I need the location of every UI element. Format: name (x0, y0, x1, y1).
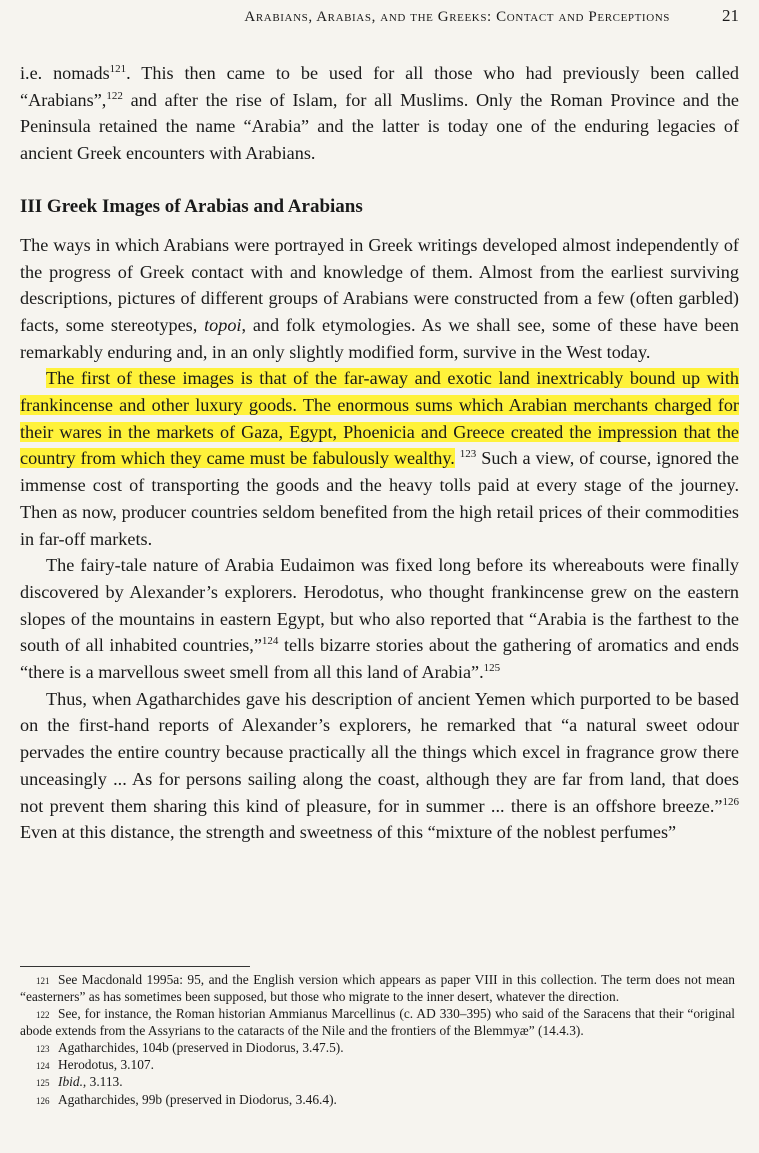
footnote-number: 125 (36, 1078, 50, 1089)
paragraph-highlighted (20, 365, 739, 552)
footnote-text: Agatharchides, 104b (preserved in Diodorus, 3.47.5). (58, 1039, 344, 1055)
footnote-text: , 3.113. (82, 1074, 123, 1090)
main-text (20, 60, 739, 846)
footnote-ref[interactable]: 124 (261, 635, 279, 648)
footnote-text: See, for instance, the Roman historian Ammianus Marcellinus (c. AD 330–395) who said of the Saracens that their “original abode extends from the Assyrians to the cataracts of the Nile and the frontiers of the Blemmyæ” (14.4.3). (20, 1005, 735, 1039)
footnote-123 (20, 1040, 735, 1057)
paragraph-continuation (20, 60, 739, 167)
text-run: , and folk etymologies. As we shall see, some of these have been remarkably enduring and, in an only slightly modified form, survive in the West today. (20, 314, 739, 362)
footnote-124 (20, 1057, 735, 1074)
text-run: . This then came to be used for all those who had previously been called “Arabians”, (20, 63, 739, 110)
text-run: The ways in which Arabians were portrayed in Greek writings developed almost independently of the progress of Greek contact with and knowledge of them. Almost from the earliest surviving descriptions, pictures of different groups of Arabians were constructed from a few (often garbled) facts, some stereotypes, (20, 234, 739, 335)
text-run: Even at this distance, the strength and sweetness of this “mixture of the noblest perfumes” (20, 822, 677, 843)
footnote-text: Herodotus, 3.107. (58, 1057, 154, 1073)
footnote-number: 122 (36, 1009, 50, 1020)
paragraph (20, 552, 739, 686)
footnote-121 (20, 972, 735, 1006)
footnote-text: See Macdonald 1995a: 95, and the English version which appears as paper VIII in this collection. The term does not mean “easterners” as has sometimes been supposed, but those who migrate to the inner desert, whatever the direction. (20, 972, 735, 1005)
paragraph (20, 232, 739, 366)
footnote-number: 121 (36, 976, 50, 986)
footnote-ref[interactable]: 121 (109, 62, 127, 75)
paragraph (20, 686, 739, 846)
text-run: i.e. nomads (20, 63, 110, 83)
footnote-122 (20, 1006, 735, 1040)
text-run: The fairy-tale nature of Arabia Eudaimon was fixed long before its whereabouts were finally discovered by Alexander’s explorers. Herodotus, who thought frankincense grew on the eastern slopes of the mountains in eastern Egypt, but who also reported that “Arabia is the farthest to the south of all inhabited countries,” (20, 555, 739, 656)
footnote-ref[interactable]: 123 (459, 448, 477, 461)
text-run: tells bizarre stories about the gathering of aromatics and ends “there is a marvellous sweet smell from all this land of Arabia”. (20, 635, 739, 683)
text-run: and after the rise of Islam, for all Muslims. Only the Roman Province and the Peninsula retained the name “Arabia” and the latter is today one of the enduring legacies of ancient Greek encounters with Arabians. (20, 89, 739, 164)
footnote-text: Agatharchides, 99b (preserved in Diodorus, 3.46.4). (58, 1091, 337, 1107)
running-head (20, 6, 739, 32)
footnote-ref[interactable]: 122 (106, 89, 123, 102)
footnote-number: 124 (36, 1061, 50, 1072)
footnote-number: 126 (36, 1095, 50, 1106)
italic-term: Ibid. (58, 1074, 83, 1090)
running-head-title: Arabians, Arabias, and the Greeks: Contact and Perceptions (244, 9, 670, 25)
footnote-ref[interactable]: 125 (483, 662, 501, 674)
footnotes (20, 972, 735, 1109)
section-heading: III Greek Images of Arabias and Arabians (20, 195, 363, 217)
footnote-125 (20, 1074, 735, 1091)
page-number: 21 (722, 6, 739, 25)
text-run: Such a view, of course, ignored the immense cost of transporting the goods and the heavy tolls paid at every stage of the journey. Then as now, producer countries seldom benefited from the high retail prices of their commodities in far-off markets. (20, 448, 740, 549)
highlighted-text[interactable]: The first of these images is that of the far-away and exotic land inextricably bound up with frankincense and other luxury goods. The enormous sums which Arabian merchants charged for their wares in the markets of Gaza, Egypt, Phoenicia and Greece created the impression that the country from which they came must be fabulously wealthy. (20, 368, 739, 469)
footnote-126 (20, 1092, 735, 1109)
footnote-ref[interactable]: 126 (722, 795, 739, 808)
italic-term: topoi (204, 314, 242, 335)
footnote-number: 123 (36, 1043, 50, 1054)
text-run: Thus, when Agatharchides gave his description of ancient Yemen which purported to be based on the first-hand reports of Alexander’s explorers, he remarked that “a natural sweet odour pervades the entire country because practically all the things which excel in fragrance grow there unceasingly ... As for persons sailing along the coast, although they are far from land, that does not prevent them sharing this kind of pleasure, for in summer ... there is an offshore breeze.” (20, 688, 739, 816)
footnote-rule (20, 966, 250, 967)
